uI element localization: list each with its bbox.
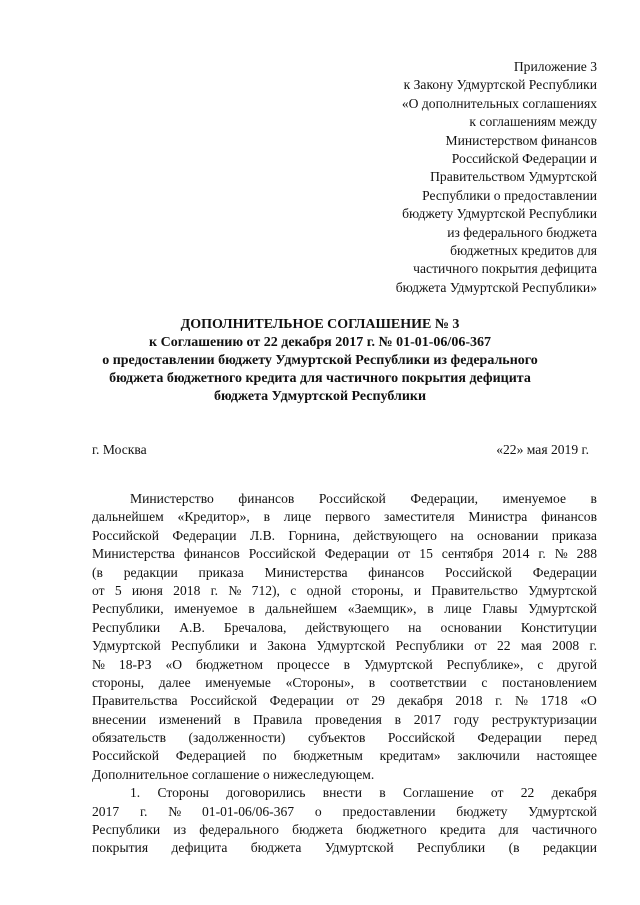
word: редакции (123, 564, 178, 580)
word: предоставлении (342, 803, 436, 819)
word: бюджетным (293, 748, 363, 764)
word: и (413, 582, 422, 598)
word: 22 (520, 785, 535, 801)
body-line (92, 508, 597, 526)
title-line: о предоставлении бюджету Удмуртской Республики из федерального (102, 353, 538, 368)
word: именуемое (174, 601, 238, 617)
word: 01-01-06/06-367 (201, 803, 295, 819)
appendix-line: к Закону Удмуртской Республики (403, 77, 597, 93)
word: субъектов (307, 730, 366, 746)
word: декабря (397, 693, 443, 709)
word: проведения (315, 711, 382, 727)
word: от (490, 785, 504, 801)
word: в (368, 674, 376, 690)
word: г. (495, 693, 503, 709)
word: частичного (531, 822, 597, 838)
body-line (92, 674, 597, 692)
word: Удмуртской (528, 601, 597, 617)
word: сентября (441, 546, 494, 562)
word: «Стороны», (285, 674, 355, 690)
body-line (92, 821, 597, 839)
word: 1. (130, 785, 141, 801)
word: основании (440, 619, 502, 635)
word: А.В. (179, 619, 205, 635)
word: постановлением (502, 674, 597, 690)
word: Федерации (269, 693, 334, 709)
word: 15 (419, 546, 433, 562)
appendix-line: Правительством Удмуртской (430, 169, 597, 185)
body-line (92, 527, 597, 545)
word: № (168, 803, 182, 819)
word: Министра (468, 509, 528, 525)
word: и (249, 638, 257, 654)
word: Стороны (157, 785, 209, 801)
word: № (515, 693, 529, 709)
word: кредита (439, 822, 486, 838)
body-line (92, 490, 597, 508)
word: г. (538, 546, 546, 562)
appendix-line: Российской Федерации и (451, 151, 597, 167)
word: в (379, 785, 386, 801)
word: с (481, 674, 488, 690)
agreement-title (40, 316, 600, 406)
title-line: ДОПОЛНИТЕЛЬНОЕ СОГЛАШЕНИЕ № 3 (180, 317, 460, 332)
word: 2008 (552, 638, 580, 654)
word: 22 (496, 638, 511, 654)
word: на (408, 619, 422, 635)
appendix-line: частичного покрытия дефицита (413, 261, 597, 277)
word: г. (210, 582, 219, 598)
word: Министерство (130, 491, 214, 506)
body-line (92, 600, 597, 618)
agreement-body (92, 490, 597, 858)
word: стороны, (351, 582, 404, 598)
word: финансов (183, 546, 240, 562)
word: заключили (457, 748, 520, 764)
word: «О (580, 693, 597, 709)
title-line: к Соглашению от 22 декабря 2017 г. № 01-01-06/06-367 (149, 335, 491, 350)
appendix-line: бюджета Удмуртской Республики» (395, 279, 597, 295)
appendix-line: бюджету Удмуртской Республики (402, 206, 597, 222)
word: Горнина, (288, 527, 340, 543)
appendix-line: «О дополнительных соглашениях (401, 95, 597, 111)
word: заместителя (383, 509, 455, 525)
word: Удмуртской (528, 582, 597, 598)
word: году (453, 711, 480, 727)
title-line: бюджета бюджетного кредита для частичного покрытия дефицита (109, 371, 531, 386)
word: Удмуртской (324, 840, 394, 856)
word: Российской (387, 730, 455, 746)
body-line (92, 803, 597, 821)
word: 29 (371, 693, 385, 709)
appendix-line: Приложение 3 (513, 59, 597, 74)
word: Федерации (477, 730, 542, 746)
word: процессе (276, 656, 330, 672)
word: Федерации (172, 527, 237, 543)
word: Удмуртской (528, 803, 597, 819)
word: Республики (417, 840, 486, 856)
body-line (92, 784, 597, 802)
word: 288 (576, 546, 597, 562)
word: 2017 (413, 711, 441, 727)
word: реструктуризации (491, 711, 597, 727)
word: Закона (267, 638, 307, 654)
word: 2014 (502, 546, 530, 562)
word: в (233, 711, 241, 727)
word: для (498, 822, 519, 838)
body-line (92, 839, 597, 857)
body-line (92, 545, 597, 563)
word: бюджету (456, 803, 508, 819)
word: действующего (305, 619, 390, 635)
word: договорились (226, 785, 306, 801)
word: с (290, 582, 297, 598)
word: именуемое (502, 491, 566, 506)
word: в (343, 656, 351, 672)
word: дальнейшем (92, 509, 164, 525)
word: лице (444, 601, 472, 617)
word: кредитам» (379, 748, 441, 764)
word: внести (322, 785, 363, 801)
word: Республики (92, 619, 161, 635)
word: № (92, 656, 105, 672)
word: Федерации, (410, 491, 478, 506)
word: бюджета (292, 822, 343, 838)
appendix-line: бюджетных кредитов для (450, 243, 597, 259)
word: Российской (92, 748, 159, 764)
word: от (474, 638, 487, 654)
word: № (554, 546, 568, 562)
word: соответствии (389, 674, 467, 690)
date: «22» мая 2019 г. (496, 442, 589, 457)
word: финансов (368, 564, 425, 580)
word: в (394, 711, 402, 727)
word: внесении (92, 711, 147, 727)
word: бюджетном (196, 656, 263, 672)
word: от (346, 693, 359, 709)
word: другой (557, 656, 597, 672)
word: «О (165, 656, 183, 672)
word: Правительства (92, 693, 178, 709)
word: бюджетного (356, 822, 427, 838)
word: Федерации (324, 546, 389, 562)
word: Бречалова, (223, 619, 287, 635)
body-line (92, 692, 597, 710)
word: Удмуртской (316, 638, 386, 654)
word: стороны, (92, 674, 144, 690)
body-line (92, 582, 597, 600)
word: дефицита (171, 840, 228, 856)
word: финансов (238, 491, 295, 506)
appendix-line: из федерального бюджета (447, 224, 597, 240)
word: мая (520, 638, 542, 654)
body-line (92, 637, 597, 655)
word: Российской (444, 564, 512, 580)
word: в (590, 491, 597, 506)
word: июня (131, 582, 163, 598)
word: изменений (158, 711, 222, 727)
word: Федерации (532, 564, 597, 580)
word: в (427, 601, 434, 617)
word: Удмуртской (92, 638, 161, 654)
word: именуемые (205, 674, 271, 690)
word: о (314, 803, 322, 819)
word: Республики (171, 638, 240, 654)
word: приказа (198, 564, 244, 580)
word: Республики (395, 638, 464, 654)
word: Российской (318, 491, 386, 506)
word: приказа (551, 527, 597, 543)
word: редакции (542, 840, 597, 856)
word: г. (589, 638, 597, 654)
word: г. (139, 803, 148, 819)
word: Правительство (431, 582, 518, 598)
appendix-header (300, 58, 597, 297)
word: декабря (551, 785, 597, 801)
body-line (92, 564, 597, 582)
word: в (263, 509, 270, 525)
word: Главы (482, 601, 518, 617)
word: от (397, 546, 411, 562)
word: бюджета (250, 840, 302, 856)
word: Республике», (446, 656, 524, 672)
word: по (262, 748, 277, 764)
word: обязательств (92, 730, 167, 746)
body-line: Дополнительное соглашение о нижеследующем. (92, 766, 375, 782)
word: далее (158, 674, 191, 690)
word: 1718 (540, 693, 568, 709)
word: 5 (114, 582, 122, 598)
word: Л.В. (249, 527, 276, 543)
word: Республики (92, 822, 161, 838)
word: Соглашение (402, 785, 474, 801)
word: 2018 (173, 582, 201, 598)
word: в (248, 601, 255, 617)
appendix-line: Республики о предоставлении (422, 187, 597, 203)
body-line (92, 656, 597, 674)
word: «Кредитор», (177, 509, 250, 525)
word: с (537, 656, 544, 672)
word: Федерацией (175, 748, 246, 764)
body-line (92, 729, 597, 747)
word: (в (92, 564, 103, 580)
word: Министерства (264, 564, 348, 580)
word: Российской (248, 546, 316, 562)
word: № (228, 582, 242, 598)
body-line (92, 747, 597, 765)
word: Российской (92, 527, 159, 543)
word: Республики, (92, 601, 164, 617)
word: одной (306, 582, 342, 598)
word: настоящее (536, 748, 597, 764)
word: от (92, 582, 105, 598)
word: Российской (190, 693, 258, 709)
word: действующего (353, 527, 437, 543)
word: (задолженности) (188, 730, 286, 746)
appendix-line: Министерством финансов (445, 132, 597, 148)
body-line (92, 619, 597, 637)
word: из (173, 822, 187, 838)
word: (в (508, 840, 520, 856)
word: 2018 (455, 693, 483, 709)
word: перед (564, 730, 597, 746)
place: г. Москва (92, 442, 147, 457)
word: 712), (251, 582, 280, 598)
word: Конституции (520, 619, 597, 635)
appendix-line: к соглашениям между (469, 114, 597, 130)
title-line: бюджета Удмуртской Республики (213, 389, 427, 404)
word: Правила (253, 711, 303, 727)
word: «Заемщик», (347, 601, 417, 617)
word: финансов (541, 509, 597, 525)
word: основании (477, 527, 539, 543)
word: покрытия (92, 840, 149, 856)
word: лице (283, 509, 312, 525)
word: первого (324, 509, 371, 525)
word: федерального (199, 822, 279, 838)
word: Удмуртской (363, 656, 433, 672)
word: на (450, 527, 464, 543)
body-line (92, 711, 597, 729)
word: дальнейшем (265, 601, 338, 617)
word: 2017 (92, 803, 120, 819)
word: 18-РЗ (118, 656, 152, 672)
word: Министерства (92, 546, 175, 562)
